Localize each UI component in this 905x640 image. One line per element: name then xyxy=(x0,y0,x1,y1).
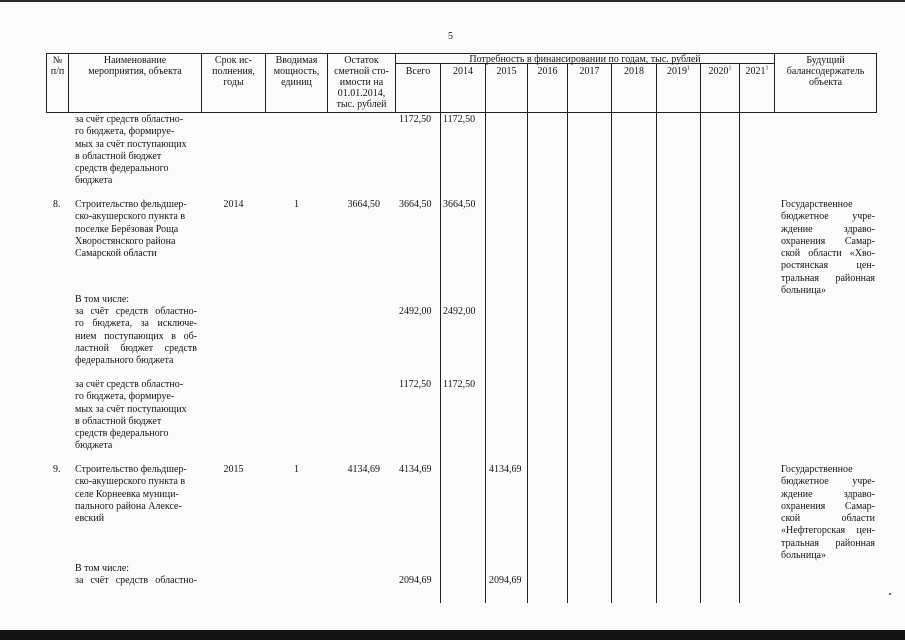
sub-item-2014: 1172,50 xyxy=(443,379,476,390)
row-holder: Государственное бюджетное учре- ждение здраво- охранения Самар- ской области «Нефтегорская цен- тральная районная больница» xyxy=(781,464,875,562)
header-year-2019: 2019$^1$ xyxy=(667,65,690,77)
sub-item-total: 2094,69 xyxy=(399,575,432,586)
header-num: № п/п xyxy=(50,55,65,77)
bottom-border-bar xyxy=(0,630,905,640)
row-total: 3664,50 xyxy=(399,199,432,210)
header-financing: Потребность в финансировании по годам, тыс. рублей xyxy=(469,54,701,65)
header-year-2016: 2016 xyxy=(537,66,558,77)
header-year-2015: 2015 xyxy=(496,66,517,77)
sub-item-description: за счёт средств областно- xyxy=(75,575,197,586)
row-2014: 3664,50 xyxy=(443,199,476,210)
header-name: Наименование мероприятия, объекта xyxy=(88,55,182,77)
top-border-line xyxy=(0,0,905,2)
header-year-2017: 2017 xyxy=(579,66,600,77)
row-capacity: 1 xyxy=(294,464,299,475)
row-rest: 4134,69 xyxy=(347,464,380,475)
row-term: 2014 xyxy=(223,199,244,210)
row-rest: 3664,50 xyxy=(347,199,380,210)
row-2015: 4134,69 xyxy=(489,464,522,475)
header-holder: Будущий балансодержатель объекта xyxy=(786,55,865,88)
row-holder: Государственное бюджетное учре- ждение здраво- охранения Самар- ской области «Хво- ростянская цен- тральная районная больница» xyxy=(781,199,875,297)
header-year-2014: 2014 xyxy=(453,66,473,77)
sub-item-description: за счёт средств областно- го бюджета, за исключе- нием поступающих в об- ластной бюджет средств федерального бюджета xyxy=(75,306,197,367)
including-label: В том числе: xyxy=(75,294,130,305)
row-name: Строительство фельдшер- ско-акушерского пункта в поселке Берёзовая Роща Хворостянского района Самарской области xyxy=(75,199,187,260)
header-year-2018: 2018 xyxy=(624,66,644,77)
header-total: Всего xyxy=(405,66,431,77)
sub-item-total: 2492,00 xyxy=(399,306,432,317)
header-rest: Остаток сметной сто- имости на 01.01.2014, тыс. рублей xyxy=(334,55,389,110)
header-year-2021: 2021$^1$ xyxy=(745,65,769,77)
including-label: В том числе: xyxy=(75,563,130,574)
header-capacity: Вводимая мощность, единиц xyxy=(273,55,320,88)
row-capacity: 1 xyxy=(294,199,299,210)
row-name: Строительство фельдшер- ско-акушерского пункта в селе Корнеевка муници- пального района Алексе- евский xyxy=(75,464,187,525)
continuation-2014: 1172,50 xyxy=(443,114,476,125)
continuation-description: за счёт средств областно- го бюджета, формируе- мых за счёт поступающих в областной бюджет средств федерального бюджета xyxy=(75,114,187,187)
scan-speck xyxy=(889,593,891,595)
row-number: 9. xyxy=(53,464,61,475)
header-year-2020: 2020$^1$ xyxy=(708,65,732,77)
sub-item-description: за счёт средств областно- го бюджета, формируе- мых за счёт поступающих в областной бюджет средств федерального бюджета xyxy=(75,379,187,452)
sub-item-2014: 2492,00 xyxy=(443,306,476,317)
sub-item-2015: 2094,69 xyxy=(489,575,522,586)
continuation-total: 1172,50 xyxy=(399,114,432,125)
page-number: 5 xyxy=(448,31,453,42)
row-total: 4134,69 xyxy=(399,464,432,475)
header-term: Срок ис- полнения, годы xyxy=(212,55,255,88)
sub-item-total: 1172,50 xyxy=(399,379,432,390)
row-term: 2015 xyxy=(223,464,244,475)
row-number: 8. xyxy=(53,199,61,210)
